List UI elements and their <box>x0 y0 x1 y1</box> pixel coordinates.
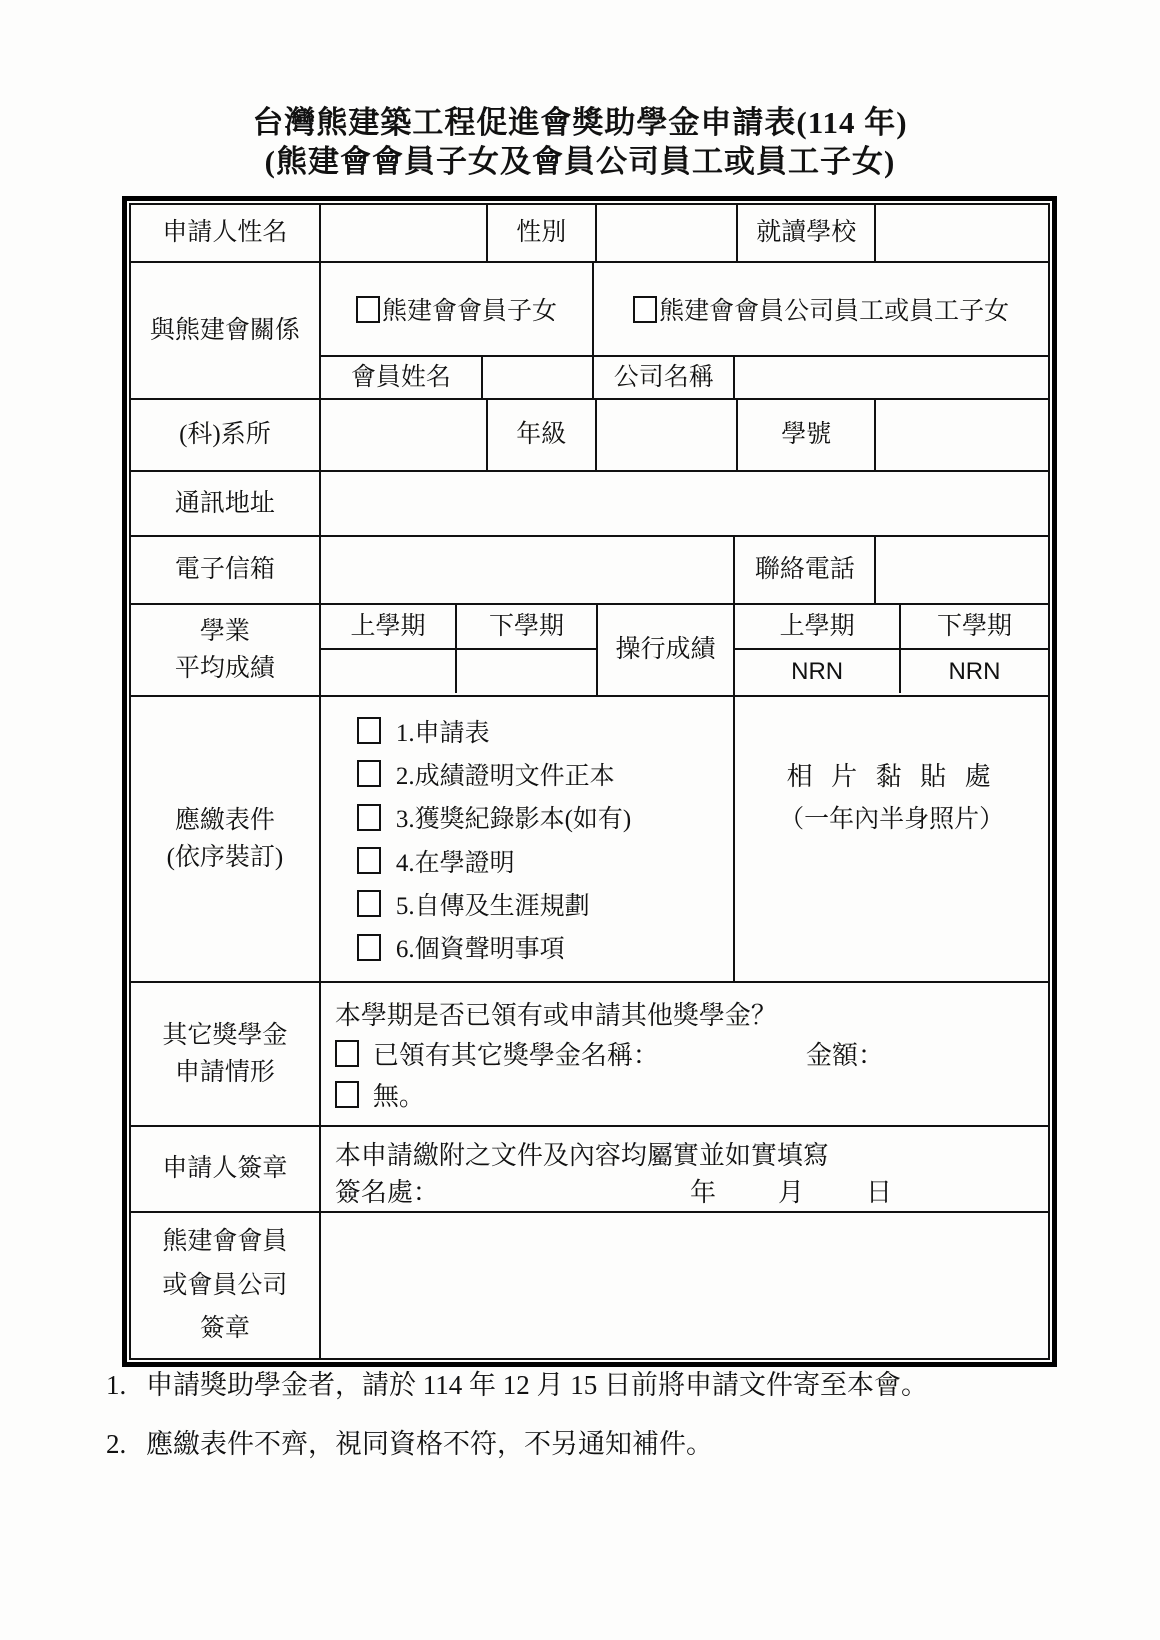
row-department <box>131 400 1048 472</box>
footer-notes <box>106 1368 1066 1486</box>
signature-place-label: 簽名處： <box>334 1178 439 1207</box>
photo-area-title: 相 片 黏 貼 處 <box>786 762 997 791</box>
relationship-label: 與熊建會關係 <box>131 263 321 398</box>
scholarship-received-label: 已領有其它獎學金名稱： <box>372 1041 659 1071</box>
applicant-name-field[interactable] <box>321 205 488 261</box>
checklist-item-1 <box>357 713 733 749</box>
employee-option-label: 熊建會會員公司員工或員工子女 <box>659 298 1010 325</box>
row-other-scholarships <box>131 983 1048 1127</box>
checklist-item-6 <box>357 929 733 965</box>
form-title-line2: (熊建會會員子女及會員公司員工或員工子女) <box>264 143 896 179</box>
academic-average-label-line1: 學業 <box>199 617 250 645</box>
member-name-label: 會員姓名 <box>321 357 483 398</box>
scholarship-none-option <box>335 1076 1034 1113</box>
row-address <box>131 472 1048 537</box>
checklist-checkbox-6[interactable] <box>357 934 381 961</box>
form-table <box>122 196 1057 1367</box>
phone-label: 聯絡電話 <box>735 537 876 603</box>
checklist-label-3: 3.獲獎紀錄影本(如有) <box>395 806 632 834</box>
gender-field[interactable] <box>597 205 738 261</box>
employee-checkbox[interactable] <box>633 296 657 323</box>
checklist-label-2: 2.成績證明文件正本 <box>395 762 615 790</box>
form-title <box>0 104 1160 182</box>
row-relationship <box>131 263 1048 400</box>
conduct-semester2-value: NRN <box>948 657 1001 685</box>
scholarship-none-label: 無。 <box>372 1082 425 1112</box>
date-day-label: 日 <box>865 1178 892 1207</box>
other-scholarships-label-line2: 申請情形 <box>174 1059 275 1086</box>
other-scholarships-label <box>131 983 321 1125</box>
footer-note-1-text: 申請獎助學金者，請於 114 年 12 月 15 日前將申請文件寄至本會。 <box>146 1370 928 1400</box>
row-applicant <box>131 205 1048 263</box>
company-name-field[interactable] <box>735 357 1048 398</box>
required-documents-label-line1: 應繳表件 <box>174 806 275 834</box>
date-month-label: 月 <box>777 1178 804 1207</box>
form-title-line1: 台灣熊建築工程促進會獎助學金申請表(114 年) <box>252 105 908 140</box>
checklist-item-5 <box>357 886 733 922</box>
option-employee <box>594 263 1048 355</box>
grade-label: 年級 <box>488 400 597 470</box>
checklist-checkbox-1[interactable] <box>357 717 381 744</box>
checklist-checkbox-5[interactable] <box>357 890 381 917</box>
member-name-field[interactable] <box>483 357 594 398</box>
school-label: 就讀學校 <box>738 205 876 261</box>
option-member-child <box>321 263 594 355</box>
member-signature-area[interactable] <box>321 1213 1048 1358</box>
school-field[interactable] <box>876 205 1047 261</box>
signature-statement: 本申請繳附之文件及內容均屬實並如實填寫 <box>334 1141 829 1170</box>
checklist-label-4: 4.在學證明 <box>395 849 515 877</box>
company-name-label: 公司名稱 <box>594 357 735 398</box>
grade-field[interactable] <box>597 400 738 470</box>
date-year-label: 年 <box>689 1178 716 1207</box>
conduct-semester2-header: 下學期 <box>936 612 1012 640</box>
academic-average-label <box>131 605 321 695</box>
checklist-item-3 <box>357 799 733 835</box>
applicant-name-label: 申請人性名 <box>131 205 321 261</box>
checklist-item-4 <box>357 843 733 879</box>
photo-paste-area <box>735 697 1048 981</box>
address-field[interactable] <box>321 472 1048 535</box>
checklist-checkbox-4[interactable] <box>357 847 381 874</box>
checklist-checkbox-3[interactable] <box>357 804 381 831</box>
member-signature-label-line3: 簽章 <box>199 1315 250 1343</box>
conduct-score-label: 操行成績 <box>598 605 736 695</box>
checklist-label-6: 6.個資聲明事項 <box>395 936 565 964</box>
member-child-checkbox[interactable] <box>356 296 380 323</box>
scholarship-received-option <box>335 1035 1034 1072</box>
other-scholarships-content <box>321 983 1048 1125</box>
row-contact <box>131 537 1048 605</box>
footer-note-2-number: 2. <box>106 1429 127 1460</box>
checklist-label-5: 5.自傳及生涯規劃 <box>395 892 590 920</box>
member-child-option-label: 熊建會會員子女 <box>382 298 558 325</box>
checklist-checkbox-2[interactable] <box>357 760 381 787</box>
student-id-label: 學號 <box>738 400 876 470</box>
member-signature-label-line2: 或會員公司 <box>162 1271 288 1299</box>
member-signature-label-line1: 熊建會會員 <box>162 1227 288 1255</box>
row-scores <box>131 605 1048 697</box>
conduct-semester1-header: 上學期 <box>735 605 901 648</box>
phone-field[interactable] <box>876 537 1047 603</box>
scholarship-amount-label: 金額： <box>805 1041 884 1071</box>
gender-label: 性別 <box>488 205 597 261</box>
photo-area-note: （一年內半身照片） <box>779 806 1005 834</box>
semester1-header: 上學期 <box>321 605 457 648</box>
semester2-header: 下學期 <box>488 612 564 640</box>
department-field[interactable] <box>321 400 488 470</box>
other-scholarship-question: 本學期是否已領有或申請其他獎學金？ <box>334 1000 777 1030</box>
email-label: 電子信箱 <box>131 537 321 603</box>
documents-checklist <box>321 697 735 981</box>
student-id-field[interactable] <box>876 400 1047 470</box>
applicant-signature-area[interactable] <box>321 1127 1048 1211</box>
semester1-score-field[interactable] <box>321 650 457 693</box>
row-applicant-signature <box>131 1127 1048 1213</box>
required-documents-label-line2: (依序裝訂) <box>166 844 284 871</box>
checklist-item-2 <box>357 756 733 792</box>
semester2-score-field[interactable] <box>457 650 596 693</box>
row-member-signature <box>131 1213 1048 1358</box>
applicant-signature-label: 申請人簽章 <box>131 1127 321 1211</box>
required-documents-label <box>131 697 321 981</box>
checklist-label-1: 1.申請表 <box>395 719 490 747</box>
conduct-semester1-value: NRN <box>735 650 901 693</box>
member-signature-label <box>131 1213 321 1358</box>
department-label: (科)系所 <box>131 400 321 470</box>
footer-note-2 <box>106 1427 1066 1462</box>
footer-note-1-number: 1. <box>106 1370 127 1400</box>
academic-average-label-line2: 平均成績 <box>174 655 275 682</box>
row-required-documents <box>131 697 1048 983</box>
email-field[interactable] <box>321 537 735 603</box>
footer-note-1 <box>106 1368 1066 1403</box>
other-scholarships-label-line1: 其它獎學金 <box>162 1021 288 1049</box>
scholarship-none-checkbox[interactable] <box>335 1081 359 1108</box>
address-label: 通訊地址 <box>131 472 321 535</box>
footer-note-2-text: 應繳表件不齊，視同資格不符，不另通知補件。 <box>146 1429 713 1460</box>
scholarship-received-checkbox[interactable] <box>335 1040 359 1067</box>
